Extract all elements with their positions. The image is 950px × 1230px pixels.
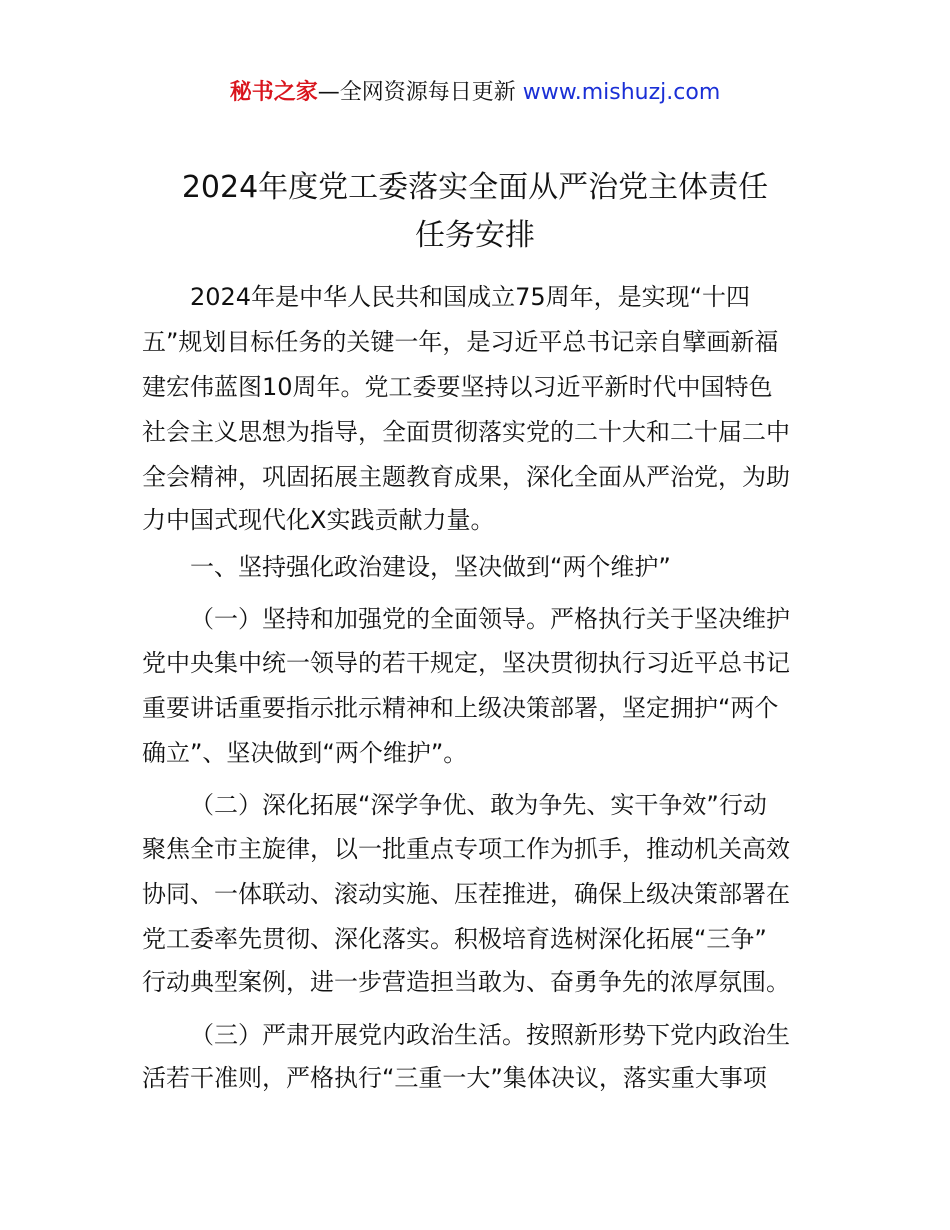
paragraph-line: （三）严肃开展党内政治生活。按照新形势下党内政治生 [190, 1021, 790, 1049]
paragraph-line: 党中央集中统一领导的若干规定，坚决贯彻执行习近平总书记 [142, 649, 790, 677]
paragraph-line: 协同、一体联动、滚动实施、压茬推进，确保上级决策部署在 [142, 880, 790, 908]
paragraph-line: 行动典型案例，进一步营造担当敢为、奋勇争先的浓厚氛围。 [142, 968, 790, 996]
paragraph-line: 活若干准则，严格执行“三重一大”集体决议，落实重大事项 [142, 1064, 767, 1092]
paragraph-line: 力中国式现代化X实践贡献力量。 [142, 506, 495, 534]
paragraph-line: 确立”、坚决做到“两个维护”。 [142, 739, 468, 767]
paragraph-line: （二）深化拓展“深学争优、敢为争先、实干争效”行动 [190, 791, 767, 819]
title-line-2: 任务安排 [415, 218, 535, 253]
section-heading: 一、坚持强化政治建设，坚决做到“两个维护” [190, 553, 671, 581]
title-line-1: 2024年度党工委落实全面从严治党主体责任 [181, 170, 769, 205]
paragraph-line: 重要讲话重要指示批示精神和上级决策部署，坚定拥护“两个 [142, 694, 779, 722]
paragraph-line: 聚焦全市主旋律，以一批重点专项工作为抓手，推动机关高效 [142, 835, 790, 863]
paragraph-line: 建宏伟蓝图10周年。党工委要坚持以习近平新时代中国特色 [142, 373, 773, 401]
site-tagline: —全网资源每日更新 [317, 80, 523, 105]
site-header [0, 78, 950, 108]
paragraph-line: 全会精神，巩固拓展主题教育成果，深化全面从严治党，为助 [142, 463, 790, 491]
document-title [0, 164, 950, 260]
paragraph-line: 2024年是中华人民共和国成立75周年，是实现“十四 [190, 283, 751, 311]
site-url-link[interactable]: www.mishuzj.com [522, 80, 721, 105]
site-brand: 秘书之家 [229, 80, 318, 105]
paragraph-line: 党工委率先贯彻、深化落实。积极培育选树深化拓展“三争” [142, 925, 767, 953]
paragraph-line: 五”规划目标任务的关键一年，是习近平总书记亲自擘画新福 [142, 328, 779, 356]
paragraph-line: （一）坚持和加强党的全面领导。严格执行关于坚决维护 [190, 605, 790, 633]
paragraph-line: 社会主义思想为指导，全面贯彻落实党的二十大和二十届二中 [142, 418, 790, 446]
